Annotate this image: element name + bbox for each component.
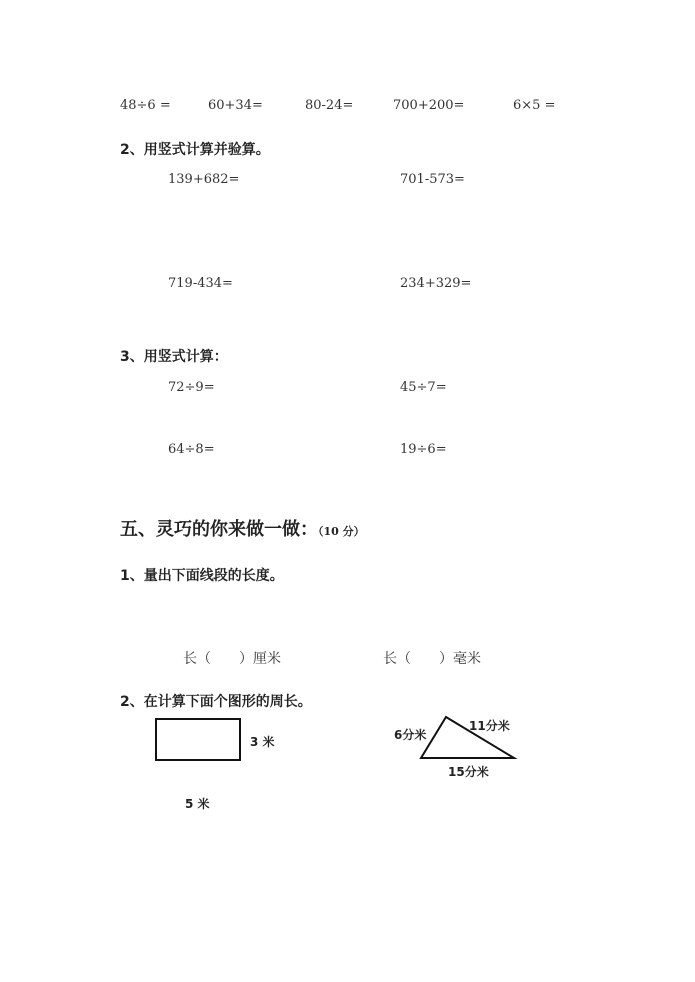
equation-1: 48÷6 = xyxy=(120,98,171,113)
q3-item-1: 72÷9= xyxy=(168,380,215,395)
triangle-base-label: 15分米 xyxy=(448,765,489,779)
problem-2-title: 2、在计算下面个图形的周长。 xyxy=(120,694,312,710)
equation-4: 700+200= xyxy=(393,98,465,113)
question-3-title: 3、用竖式计算： xyxy=(120,349,228,365)
equation-2: 60+34= xyxy=(208,98,263,113)
equation-3: 80-24= xyxy=(305,98,354,113)
q2-item-1: 139+682= xyxy=(168,172,240,187)
q3-item-3: 64÷8= xyxy=(168,442,215,457)
length-answer-cm: 长（ ）厘米 xyxy=(183,651,281,667)
q2-item-3: 719-434= xyxy=(168,276,233,291)
rectangle-height-label: 3 米 xyxy=(250,735,275,749)
question-2-title: 2、用竖式计算并验算。 xyxy=(120,142,270,158)
section-5-heading: 五、灵巧的你来做一做： xyxy=(120,519,318,540)
q3-item-2: 45÷7= xyxy=(400,380,447,395)
rectangle-width-label: 5 米 xyxy=(185,797,210,811)
q2-item-4: 234+329= xyxy=(400,276,472,291)
length-answer-mm: 长（ ）毫米 xyxy=(383,651,481,667)
q2-item-2: 701-573= xyxy=(400,172,465,187)
q3-item-4: 19÷6= xyxy=(400,442,447,457)
problem-1-title: 1、量出下面线段的长度。 xyxy=(120,568,284,584)
rectangle-shape xyxy=(156,719,240,760)
triangle-left-label: 6分米 xyxy=(394,728,427,742)
section-5-points: （10 分） xyxy=(318,525,365,538)
triangle-right-label: 11分米 xyxy=(469,719,510,733)
equation-5: 6×5 = xyxy=(513,98,556,113)
